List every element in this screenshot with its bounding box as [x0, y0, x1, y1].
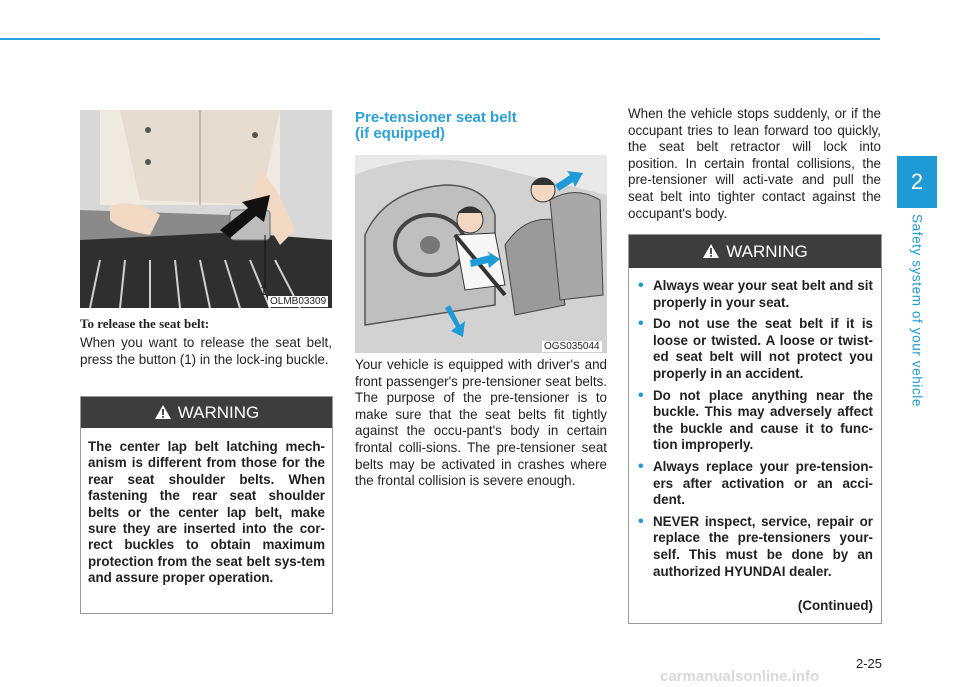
figure-callout-number: 1 [260, 283, 268, 298]
page-number: 2-25 [855, 656, 882, 671]
footer-watermark: carmanualsonline.info [660, 668, 820, 685]
subheading-release: To release the seat belt: [80, 316, 210, 331]
continued-label: (Continued) [797, 598, 873, 614]
warning-list-container [629, 268, 881, 615]
section-heading: Pre-tensioner seat belt (if equipped) [355, 109, 517, 142]
release-paragraph: When you want to release the seat belt, press the button (1) in the lock-ing buckle. [80, 335, 332, 367]
warning-box-pretensioner [628, 234, 882, 624]
warning-bullet: • Always wear your seat belt and sit properly in your seat. [637, 278, 873, 311]
warning-triangle-icon [702, 243, 720, 259]
chapter-title: Safety system of your vehicle [909, 214, 925, 407]
buckle-release-illustration [80, 110, 332, 308]
warning-bullet: • Do not place anything near the buckle. This may adversely affect the buckle and cause it to func-tion improperly. [637, 388, 873, 454]
warning-text: The center lap belt latching mech-anism is different from those for the rear seat shoulder belts. When fastening the rear seat shoulder belts or the center lap belt, make sure they are inserted into the cor-rect buckles to obtain maximum protection from the seat belt sys-tem and assure proper operation. [88, 439, 325, 586]
warning-bullet: • Always replace your pre-tension-ers after activation or an acci-dent. [637, 459, 873, 509]
warning-bullet: • Do not use the seat belt if it is loose or twisted. A loose or twist-ed seat belt will not protect you properly in an accident. [637, 316, 873, 382]
warning-bullet: • NEVER inspect, service, repair or replace the pre-tensioners your-self. This must be done by an authorized HYUNDAI dealer. [637, 514, 873, 580]
pretensioner-paragraph: Your vehicle is equipped with driver's and front passenger's pre-tensioner seat belts. The purpose of the pre-tensioner is to make sure that the seat belts fit tightly against the occu-pant's body in certain frontal colli-sions. The pre-tensioner seat belts may be activated in crashes where the frontal collision is severe enough. [355, 357, 607, 489]
warning-header: WARNING [81, 397, 332, 428]
top-rule [0, 38, 880, 40]
pretensioner-illustration [355, 155, 607, 353]
chapter-tab: 2 [897, 156, 937, 208]
retractor-paragraph: When the vehicle stops suddenly, or if the occupant tries to lean forward too quickly, the seat belt retractor will lock into position. In certain frontal collisions, the pre-tensioner will acti-vate and pull the seat belt into tighter contact against the occupant's body. [628, 106, 881, 221]
figure-code-2: OGS035044 [544, 341, 600, 352]
warning-bullet-list [637, 278, 873, 580]
warning-box-center-lap [80, 396, 333, 614]
figure-code-1: OLMB03309 [270, 296, 327, 307]
seat-belt-release-photo [80, 110, 332, 308]
pretensioner-drawing [355, 155, 607, 353]
warning-header: WARNING [629, 235, 881, 268]
warning-triangle-icon [154, 404, 172, 420]
